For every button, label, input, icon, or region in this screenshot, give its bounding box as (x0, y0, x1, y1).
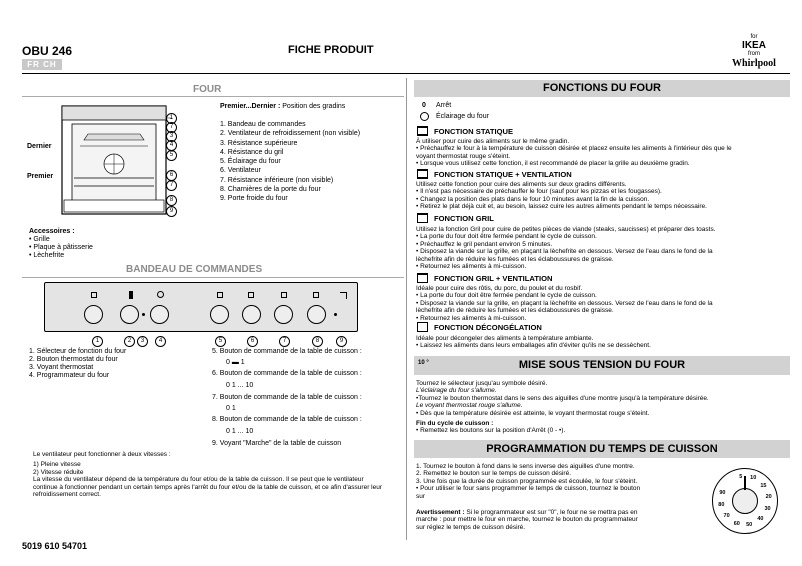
panel-number: 7 (279, 336, 290, 347)
callout-8: 8 (166, 195, 177, 206)
hob-symbol-icon (281, 292, 287, 298)
hob-scale: 0 ▬ 1 (226, 359, 245, 366)
grill-fan-function-icon (417, 273, 428, 283)
component-item: 8. Charnières de la porte du four (220, 186, 321, 194)
hob-symbol-icon (313, 292, 319, 298)
controls-list-right: 5. Bouton de commande de la table de cuisson : 0 ▬ 1 6. Bouton de commande de la table de cuisson : 0 1 ... 10 7. Bouton de commande de la table de cuisson : 0 1 8. Bouton de commande de la table de cuisson : 0 1 ... 10 9. Voyant "Marche" de la table de cuisson (212, 348, 402, 448)
gril-text: Utilisez la fonction Gril pour cuire de petites pièces de viande (steaks, saucisses) et préparer des toasts. • La porte du four doit être fermée pendant le cycle de cuisson. • Préchauffez le gril pendant environ 5 minutes. • Disposez la viande sur la grille, en plaçant la lèchefrite en dessous. Versez de l'eau dans le fond de la lèchefrite afin de réduire les fumées et les éclaboussures de graisse. • Retournez les aliments à mi-cuisson. (416, 226, 716, 271)
callout-7: 7 (166, 180, 177, 191)
oven-diagram (60, 104, 180, 216)
gril-vent-text: Idéale pour cuire des rôtis, du porc, du poulet et du rosbif. • La porte du four doit être fermée pendant le cycle de cuisson. • Disposez la viande sur la grille, en plaçant la lèchefrite en dessous. Versez de l'eau dans le fond de la lèchefrite afin de réduire les fumées et les éclaboussures de graisse. • Retournez les aliments à mi-cuisson. (416, 285, 713, 322)
decong-text: Idéale pour décongeler des aliments à température ambiante. • Laissez les aliments dans leurs emballages afin d'éviter qu'ils ne se dessèchent. (416, 335, 651, 350)
callout-6: 6 (166, 170, 177, 181)
control-item: 3. Voyant thermostat (29, 364, 94, 371)
callout-1: 1 (166, 113, 177, 124)
defrost-function-icon (417, 322, 428, 332)
four-title: FOUR (193, 84, 222, 95)
panel-number: 5 (215, 336, 226, 347)
statique-title: FONCTION STATIQUE (434, 127, 514, 136)
language-badge: FR CH (22, 59, 62, 70)
knob-timer[interactable] (150, 305, 169, 324)
accessory-item: • Grille (29, 236, 50, 243)
dial-number: 15 (760, 482, 767, 489)
mise-title: MISE SOUS TENSION DU FOUR (414, 356, 790, 375)
hob-on-light (334, 313, 337, 316)
hob-symbol-icon (217, 292, 223, 298)
statique-vent-title: FONCTION STATIQUE + VENTILATION (434, 170, 572, 179)
knob-hob-5[interactable] (210, 305, 229, 324)
components-list (220, 120, 400, 204)
document-title: FICHE PRODUIT (288, 44, 374, 56)
control-panel (44, 282, 358, 332)
accessory-item: • Plaque à pâtisserie (29, 244, 93, 251)
control-item: 2. Bouton thermostat du four (29, 356, 118, 363)
dial-number: 5 (739, 474, 743, 481)
controls-list-left (29, 348, 126, 380)
callout-5: 5 (166, 150, 177, 161)
knob-function[interactable] (84, 305, 103, 324)
hob-indicator-icon (340, 292, 347, 299)
column-divider (406, 78, 407, 540)
label-premier: Premier (27, 173, 54, 180)
accessory-item: • Lèchefrite (29, 252, 65, 259)
light-bulb-icon (420, 112, 429, 121)
dial-number: 80 (718, 502, 725, 509)
callout-3: 3 (166, 131, 177, 142)
knob-thermostat[interactable] (120, 305, 139, 324)
panel-number: 4 (155, 336, 166, 347)
component-item: 3. Résistance supérieure (220, 139, 298, 147)
brand-logo: for IKEA from Whirlpool (732, 34, 776, 69)
panel-number: 9 (336, 336, 347, 347)
document-code: 5019 610 54701 (22, 541, 88, 551)
arret-number: 0 (422, 102, 426, 109)
dial-number: 50 (746, 521, 753, 528)
thermostat-symbol-icon (129, 291, 133, 299)
component-item: 7. Résistance inférieure (non visible) (220, 176, 334, 184)
static-function-icon (417, 126, 428, 136)
component-item: 9. Porte froide du four (220, 195, 288, 203)
fan-note: Le ventilateur peut fonctionner à deux vitesses : 1) Pleine vitesse 2) Vitesse réduite La vitesse du ventilateur dépend de la température du four et/ou de la table de cuisson. Il se peut que le ventilateur continue à fonctionner pendant un certain temps après l'arrêt du four et/ou de la table de cuisson, et ce afin d'assurer leur refroidissement correct. (33, 451, 383, 499)
decong-title: FONCTION DÉCONGÉLATION (434, 323, 542, 332)
oven-callouts (166, 113, 178, 217)
model-code: OBU 246 (22, 44, 73, 58)
bandeau-title: BANDEAU DE COMMANDES (126, 264, 263, 275)
panel-number: 8 (312, 336, 323, 347)
function-symbol-icon (91, 292, 97, 298)
dial-number: 20 (765, 493, 772, 500)
component-item: 2. Ventilateur de refroidissement (non visible) (220, 130, 361, 138)
arret-label: Arrêt (436, 102, 452, 109)
prog-warning: Avertissement : Si le programmateur est sur "0", le four ne se mettra pas en marche : pour mettre le four en marche, tournez le bouton du programmateur sur réglez le temps de cuisson désiré. (416, 509, 638, 531)
knob-hob-6[interactable] (242, 305, 261, 324)
dial-number: 90 (719, 489, 726, 496)
gradins-heading: Premier...Dernier : Position des gradins (220, 103, 346, 110)
callout-2: 7 (166, 122, 177, 133)
panel-number: 2 (124, 336, 135, 347)
callout-9: 9 (166, 206, 177, 217)
mise-badge: 10 ° (418, 360, 429, 366)
hob-scale: 0 1 ... 10 (226, 428, 254, 435)
label-dernier: Dernier (27, 143, 52, 150)
control-item: 4. Programmateur du four (29, 372, 110, 379)
hob-symbol-icon (248, 292, 254, 298)
component-item: 5. Éclairage du four (220, 158, 281, 166)
control-item: 1. Sélecteur de fonction du four (29, 348, 127, 355)
fonctions-title: FONCTIONS DU FOUR (414, 80, 790, 97)
dial-number: 40 (757, 516, 764, 523)
statique-vent-text: Utilisez cette fonction pour cuire des aliments sur deux gradins différents. • Il n'est pas nécessaire de préchauffer le four (sauf pour les pizzas et les fougasses). • Changez la position des plats dans le four 10 minutes avant la fin de la cuisson. • Retirez le plat déjà cuit et, au besoin, laissez cuire les autres aliments pendant le temps nécessaire. (416, 181, 707, 211)
gril-vent-title: FONCTION GRIL + VENTILATION (434, 274, 553, 283)
component-item: 1. Bandeau de commandes (220, 121, 306, 128)
panel-number: 6 (247, 336, 258, 347)
header-rule (22, 73, 790, 74)
component-item: 4. Résistance du gril (220, 148, 284, 156)
panel-number: 3 (137, 336, 148, 347)
knob-hob-8[interactable] (307, 305, 326, 324)
four-title-rule (22, 96, 404, 97)
timer-dial[interactable] (712, 468, 778, 534)
panel-number: 1 (92, 336, 103, 347)
timer-symbol-icon (157, 291, 164, 298)
dial-number: 10 (750, 475, 757, 482)
dial-number: 70 (723, 513, 730, 520)
prog-text: 1. Tournez le bouton à fond dans le sens inverse des aiguilles d'une montre. 2. Remettez le bouton sur le temps de cuisson désiré. 3. Une fois que la durée de cuisson programmée est écoulée, le four s'éteint. • Pour utiliser le four sans programmer le temps de cuisson, tournez le bouton sur (416, 463, 641, 500)
gril-title: FONCTION GRIL (434, 214, 494, 223)
hob-scale: 0 1 (226, 405, 236, 412)
bandeau-title-rule (22, 277, 404, 278)
static-fan-function-icon (417, 169, 428, 179)
mise-text: Tournez le sélecteur jusqu'au symbole désiré. L'éclairage du four s'allume. •Tournez le bouton thermostat dans le sens des aiguilles d'une montre jusqu'à la température désirée. Le voyant thermostat rouge s'allume. • Dès que la température désirée est atteinte, le voyant thermostat rouge s'éteint. Fin du cycle de cuisson : • Remettez les boutons sur la position d'Arrêt (0 - •). (416, 380, 709, 435)
statique-text: À utiliser pour cuire des aliments sur le même gradin. • Préchauffez le four à la température de cuisson désirée et placez ensuite les aliments à l'intérieur dès que le voyant thermostat rouge s'éteint. • Lorsque vous utilisez cette fonction, il est recommandé de placer la grille au deuxième gradin. (416, 138, 732, 168)
grill-function-icon (417, 213, 428, 223)
thermostat-light (142, 313, 145, 316)
hob-scale: 0 1 ... 10 (226, 382, 254, 389)
eclairage-label: Éclairage du four (436, 113, 489, 120)
callout-4: 4 (166, 140, 177, 151)
component-item: 6. Ventilateur (220, 167, 261, 175)
dial-number: 30 (764, 506, 771, 513)
dial-number: 60 (733, 520, 740, 527)
knob-hob-7[interactable] (274, 305, 293, 324)
accessories: Accessoires : • Grille • Plaque à pâtisserie • Lèchefrite (29, 228, 93, 259)
prog-title: PROGRAMMATION DU TEMPS DE CUISSON (414, 440, 790, 458)
